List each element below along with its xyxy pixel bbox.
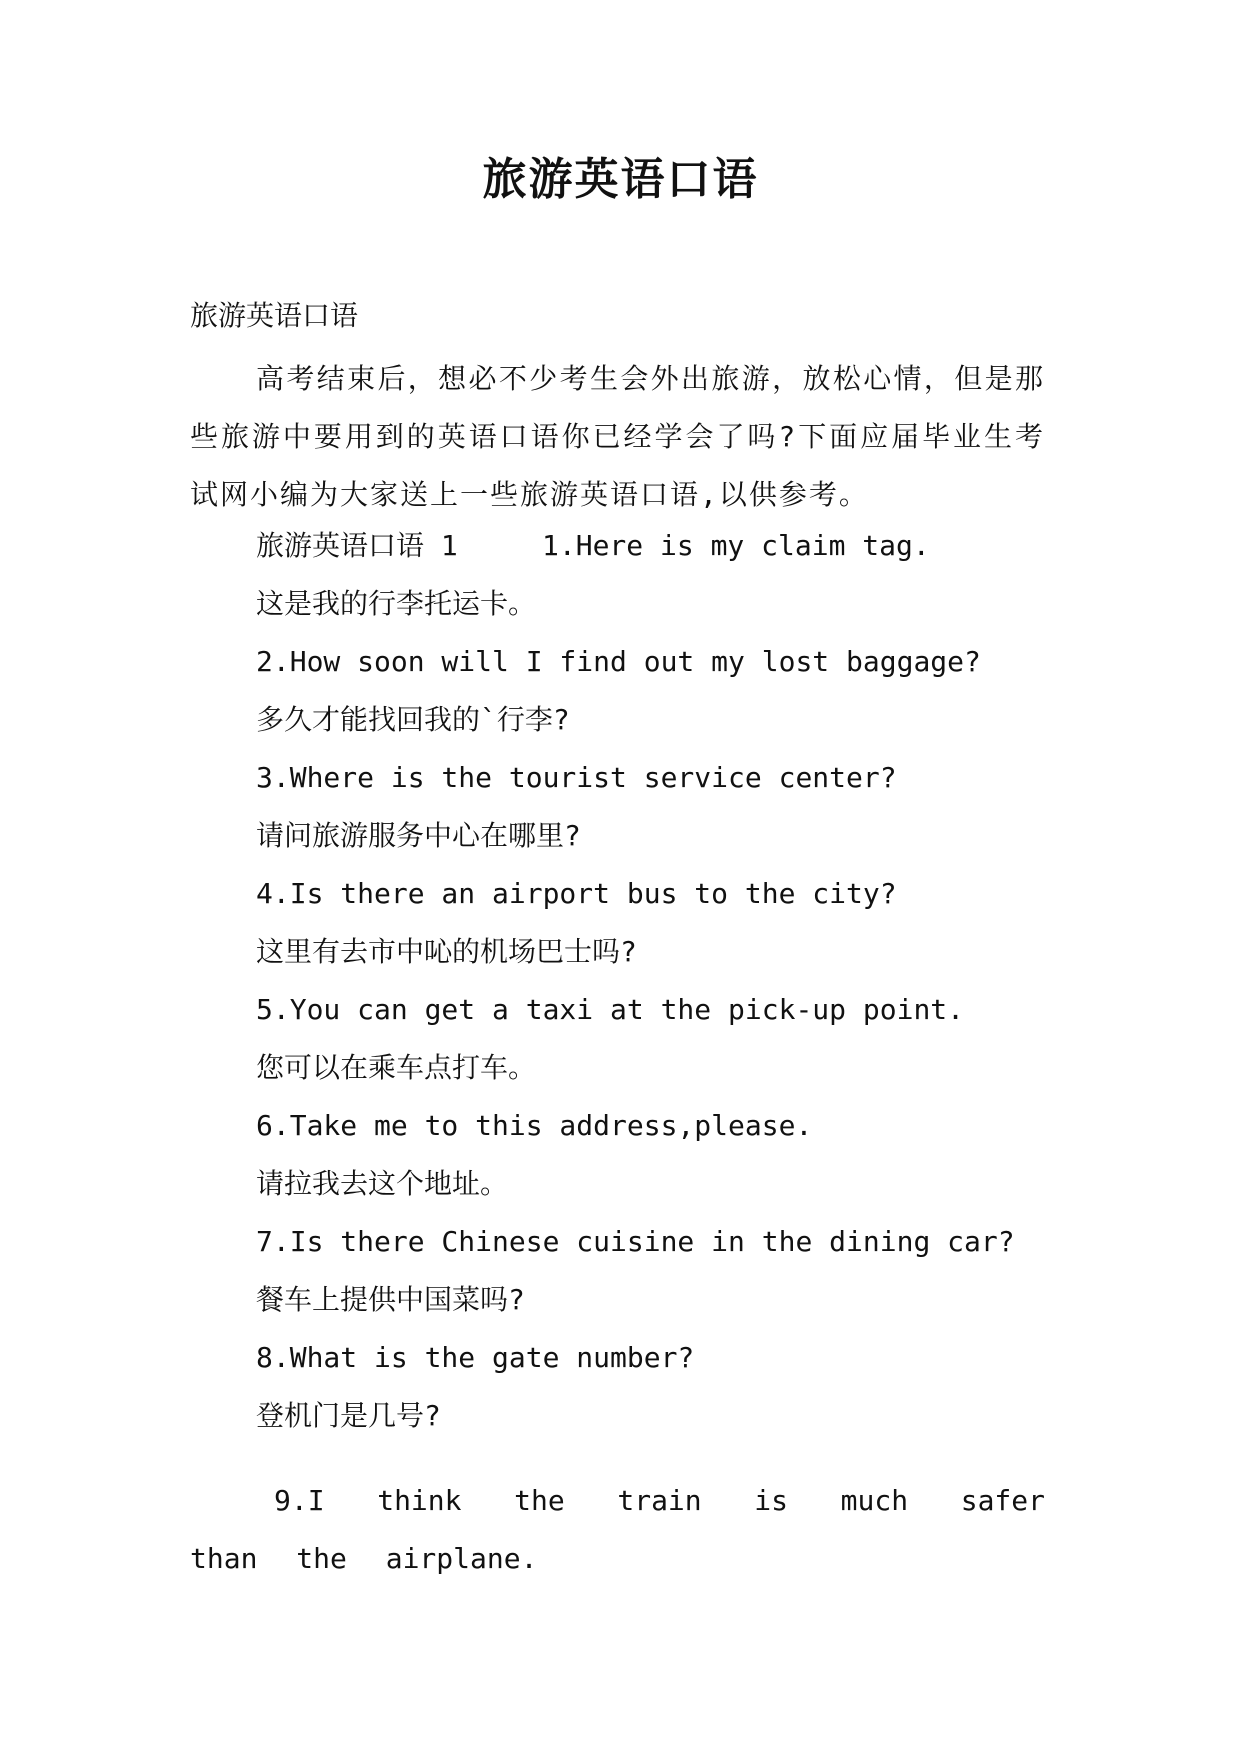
list-line: 8.What is the gate number? xyxy=(256,1341,695,1374)
list-line: 餐车上提供中国菜吗? xyxy=(256,1283,525,1316)
list-line: 7.Is there Chinese cuisine in the dining car? xyxy=(256,1225,1015,1258)
list-line: 您可以在乘车点打车。 xyxy=(256,1051,537,1084)
list-line: 6.Take me to this address,please. xyxy=(256,1109,813,1142)
list-line: 这是我的行李托运卡。 xyxy=(256,587,537,620)
list-line: 登机门是几号? xyxy=(256,1399,441,1432)
list-line: 2.How soon will I find out my lost baggage? xyxy=(256,645,981,678)
list-line: 4.Is there an airport bus to the city? xyxy=(256,877,897,910)
list-line: 多久才能找回我的`行李? xyxy=(256,703,570,736)
list-line: 这里有去市中吣的机场巴士吗? xyxy=(256,935,637,968)
list-line: 请拉我去这个地址。 xyxy=(256,1167,509,1200)
section-line: 旅游英语口语 1 1.Here is my claim tag. xyxy=(256,529,930,562)
last-list-item: 9.I think the train is much safer than the airplane. xyxy=(190,1484,1045,1575)
list-line: 请问旅游服务中心在哪里? xyxy=(256,819,581,852)
document-title: 旅游英语口语 xyxy=(482,154,759,205)
list-line: 3.Where is the tourist service center? xyxy=(256,761,897,794)
document-heading: 旅游英语口语 xyxy=(190,299,359,332)
list-line: 5.You can get a taxi at the pick-up point. xyxy=(256,993,965,1026)
intro-paragraph: 高考结束后，想必不少考生会外出旅游，放松心情，但是那些旅游中要用到的英语口语你已经学会了吗?下面应届毕业生考试网小编为大家送上一些旅游英语口语,以供参考。 xyxy=(190,362,1045,511)
